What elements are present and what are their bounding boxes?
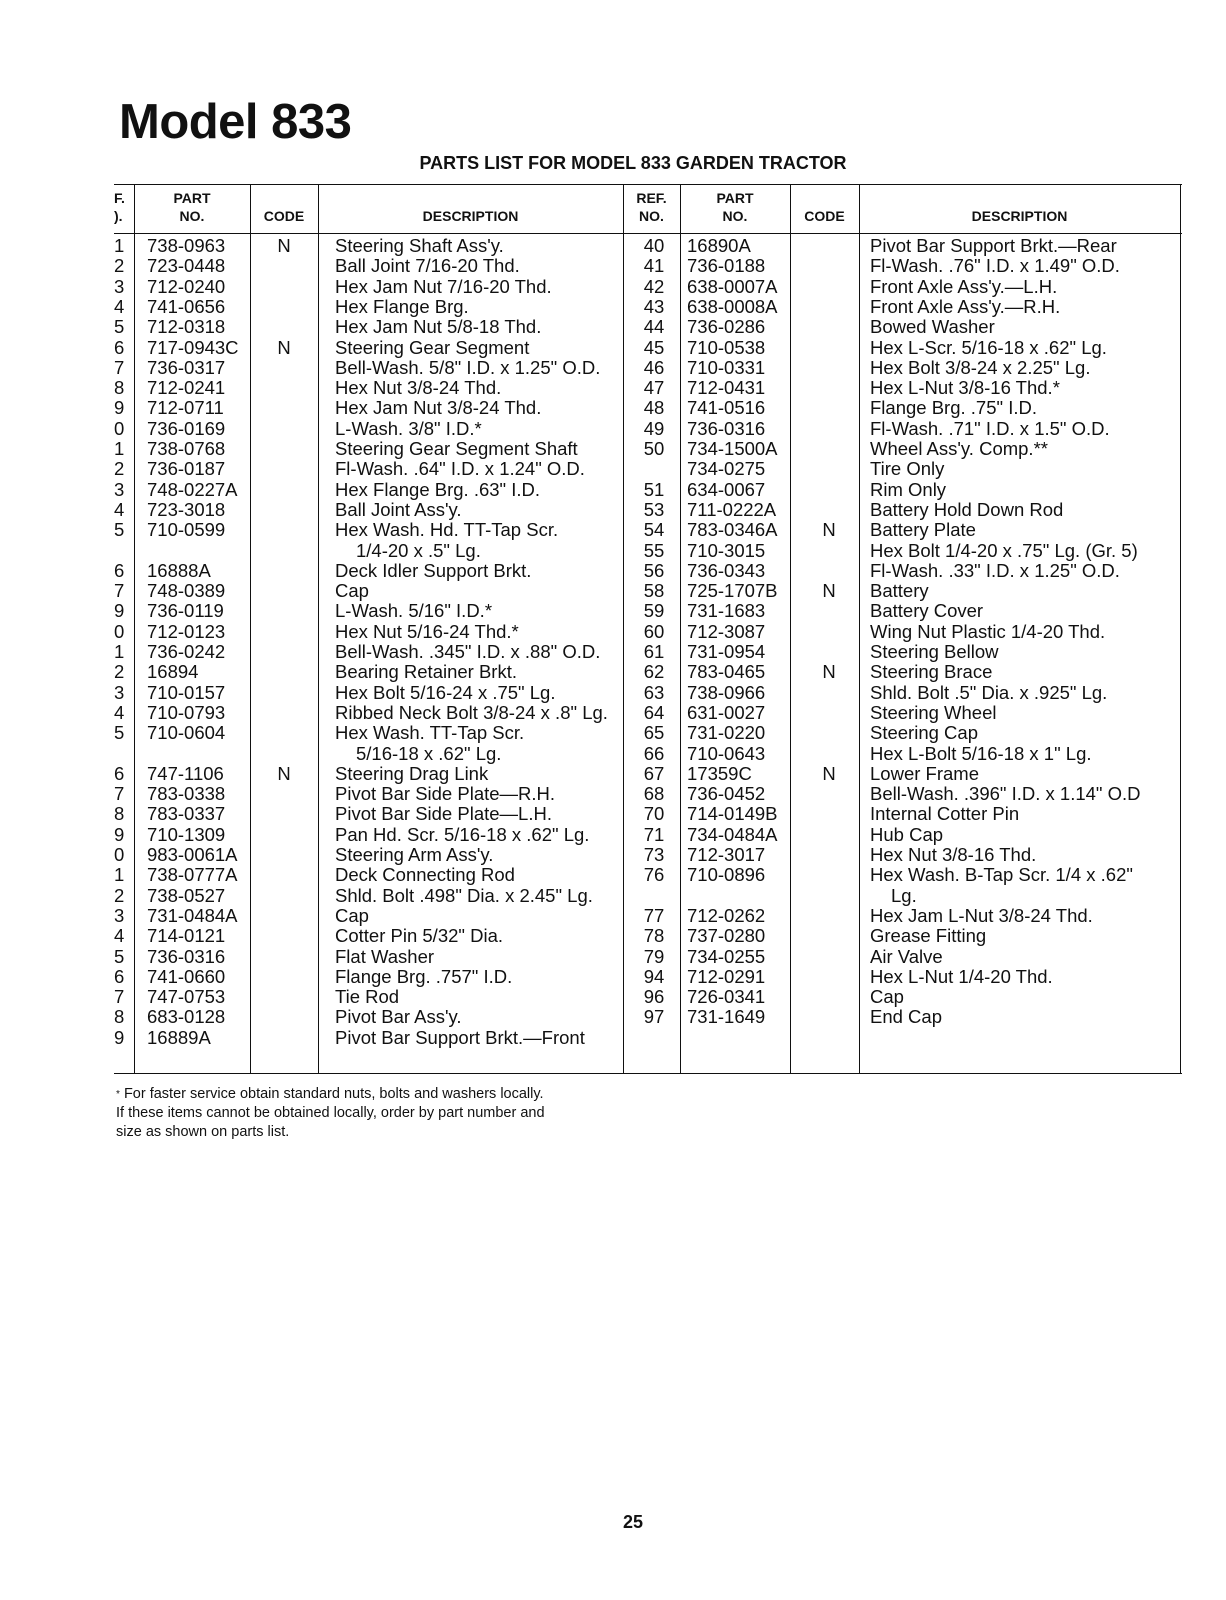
ref-cell: 9: [114, 1026, 125, 1048]
ref-cell: 4: [114, 925, 125, 947]
description-cell: Bell-Wash. .345" I.D. x .88" O.D.: [335, 641, 601, 662]
description-cell: Steering Drag Link: [335, 762, 489, 784]
ref-cell: 64: [643, 701, 665, 723]
description-cell: Shld. Bolt .5" Dia. x .925" Lg.: [870, 681, 1108, 703]
description-cell: Lg.: [891, 884, 917, 906]
table-row: [114, 276, 1182, 297]
part-number-cell: 737-0280: [687, 925, 766, 947]
table-row: [114, 946, 1182, 967]
table-row: [114, 743, 1182, 764]
part-number-cell: 731-1683: [687, 600, 766, 622]
description-cell: Fl-Wash. .33" I.D. x 1.25" O.D.: [870, 559, 1120, 581]
part-number-cell: 741-0656: [147, 295, 226, 317]
part-number-cell: 736-0316: [687, 417, 766, 439]
description-cell: Bearing Retainer Brkt.: [335, 661, 518, 683]
description-cell: Air Valve: [870, 945, 943, 967]
part-number-cell: 710-0538: [687, 336, 766, 358]
description-cell: Lower Frame: [870, 762, 979, 784]
table-row: [114, 905, 1182, 926]
part-number-cell: 714-0121: [147, 925, 226, 947]
header-code-2: CODE: [804, 208, 845, 224]
part-number-cell: 736-0316: [147, 945, 226, 967]
description-cell: Hex Nut 5/16-24 Thd.*: [335, 620, 519, 642]
ref-cell: 3: [114, 478, 125, 500]
ref-cell: 71: [643, 823, 665, 845]
description-cell: End Cap: [870, 1006, 942, 1028]
part-number-cell: 638-0008A: [687, 295, 778, 317]
description-cell: Pan Hd. Scr. 5/16-18 x .62" Lg.: [335, 823, 590, 845]
table-row: [114, 763, 1182, 784]
part-number-cell: 748-0389: [147, 580, 226, 602]
ref-cell: 3: [114, 904, 125, 926]
description-cell: Cap: [870, 986, 904, 1008]
description-cell: Fl-Wash. .76" I.D. x 1.49" O.D.: [870, 255, 1120, 277]
part-number-cell: 714-0149B: [687, 803, 778, 825]
ref-cell: 4: [114, 701, 125, 723]
description-cell: Hex L-Nut 3/8-16 Thd.*: [870, 377, 1060, 399]
description-cell: Hex L-Scr. 5/16-18 x .62" Lg.: [870, 336, 1107, 358]
ref-cell: 43: [643, 295, 665, 317]
description-cell: Rim Only: [870, 478, 947, 500]
ref-cell: 7: [114, 986, 125, 1008]
code-cell: N: [277, 336, 291, 358]
part-number-cell: 731-0954: [687, 641, 766, 662]
code-cell: N: [277, 235, 291, 256]
ref-cell: 96: [643, 986, 665, 1008]
part-number-cell: 16890A: [687, 235, 751, 256]
part-number-cell: 638-0007A: [687, 275, 778, 297]
part-number-cell: 711-0222A: [687, 498, 777, 520]
part-number-cell: 983-0061A: [147, 844, 238, 865]
table-row: [114, 397, 1182, 418]
description-cell: L-Wash. 5/16" I.D.*: [335, 600, 493, 622]
header-description-2: DESCRIPTION: [971, 208, 1068, 224]
ref-cell: 73: [643, 844, 665, 865]
description-cell: 5/16-18 x .62" Lg.: [356, 742, 502, 764]
ref-cell: 1: [114, 641, 125, 662]
ref-cell: 54: [643, 519, 665, 541]
ref-cell: 60: [643, 620, 665, 642]
ref-cell: 67: [643, 762, 665, 784]
part-number-cell: 712-0240: [147, 275, 226, 297]
ref-cell: 8: [114, 1006, 125, 1028]
description-cell: Hex Wash. Hd. TT-Tap Scr.: [335, 519, 559, 541]
description-cell: Shld. Bolt .498" Dia. x 2.45" Lg.: [335, 884, 593, 906]
ref-cell: 55: [643, 539, 665, 561]
ref-cell: 44: [643, 316, 665, 338]
ref-cell: 3: [114, 681, 125, 703]
description-cell: Pivot Bar Side Plate—R.H.: [335, 783, 556, 805]
part-number-cell: 734-0275: [687, 458, 766, 480]
footnote-mark: *: [116, 1089, 120, 1100]
part-number-cell: 16888A: [147, 559, 211, 581]
ref-cell: 3: [114, 275, 125, 297]
description-cell: Pivot Bar Support Brkt.—Rear: [870, 235, 1117, 256]
part-number-cell: 710-3015: [687, 539, 766, 561]
header-ref-no-2: REF. NO.: [636, 190, 667, 224]
part-number-cell: 16889A: [147, 1026, 211, 1048]
table-row: [114, 844, 1182, 865]
description-cell: Steering Shaft Ass'y.: [335, 235, 504, 256]
table-row: [114, 255, 1182, 276]
description-cell: Battery Cover: [870, 600, 984, 622]
part-number-cell: 747-1106: [147, 762, 224, 784]
description-cell: Internal Cotter Pin: [870, 803, 1020, 825]
part-number-cell: 712-0241: [147, 377, 226, 399]
ref-cell: 2: [114, 661, 125, 683]
ref-cell: 4: [114, 295, 125, 317]
description-cell: Battery: [870, 580, 929, 602]
description-cell: Hub Cap: [870, 823, 944, 845]
ref-cell: 76: [643, 864, 665, 886]
header-ref-no: F. ).: [114, 190, 125, 224]
part-number-cell: 736-0242: [147, 641, 226, 662]
ref-cell: 2: [114, 458, 125, 480]
part-number-cell: 783-0338: [147, 783, 226, 805]
ref-cell: 66: [643, 742, 665, 764]
part-number-cell: 736-0187: [147, 458, 226, 480]
table-row: [114, 621, 1182, 642]
ref-cell: 61: [643, 641, 665, 662]
ref-cell: 6: [114, 762, 125, 784]
part-number-cell: 710-0793: [147, 701, 226, 723]
part-number-cell: 734-0484A: [687, 823, 778, 845]
description-cell: Tire Only: [870, 458, 945, 480]
ref-cell: 0: [114, 417, 125, 439]
part-number-cell: 783-0465: [687, 661, 766, 683]
part-number-cell: 738-0777A: [147, 864, 238, 886]
ref-cell: 8: [114, 803, 125, 825]
table-row: [114, 479, 1182, 500]
ref-cell: 5: [114, 722, 125, 744]
description-cell: Battery Plate: [870, 519, 976, 541]
ref-cell: 7: [114, 580, 125, 602]
ref-cell: 68: [643, 783, 665, 805]
description-cell: Hex Bolt 5/16-24 x .75" Lg.: [335, 681, 556, 703]
ref-cell: 51: [643, 478, 665, 500]
description-cell: Tie Rod: [335, 986, 400, 1008]
ref-cell: 62: [643, 661, 665, 683]
description-cell: Hex Nut 3/8-16 Thd.: [870, 844, 1037, 865]
ref-cell: 6: [114, 965, 125, 987]
description-cell: Bowed Washer: [870, 316, 995, 338]
description-cell: Pivot Bar Side Plate—L.H.: [335, 803, 552, 825]
ref-cell: 48: [643, 397, 665, 419]
part-number-cell: 710-1309: [147, 823, 226, 845]
ref-cell: 7: [114, 783, 125, 805]
table-row: [114, 540, 1182, 561]
part-number-cell: 723-0448: [147, 255, 226, 277]
description-cell: Fl-Wash. .64" I.D. x 1.24" O.D.: [335, 458, 585, 480]
description-cell: Hex Nut 3/8-24 Thd.: [335, 377, 502, 399]
table-row: [114, 337, 1182, 358]
table-row: [114, 803, 1182, 824]
parts-table: [114, 184, 1182, 1074]
part-number-cell: 634-0067: [687, 478, 766, 500]
part-number-cell: 738-0963: [147, 235, 226, 256]
table-row: [114, 458, 1182, 479]
part-number-cell: 748-0227A: [147, 478, 238, 500]
description-cell: Steering Brace: [870, 661, 993, 683]
part-number-cell: 712-0318: [147, 316, 226, 338]
ref-cell: 1: [114, 438, 125, 459]
header-description: DESCRIPTION: [422, 208, 519, 224]
description-cell: Fl-Wash. .71" I.D. x 1.5" O.D.: [870, 417, 1110, 439]
part-number-cell: 734-0255: [687, 945, 766, 967]
table-row: [114, 560, 1182, 581]
part-number-cell: 747-0753: [147, 986, 226, 1008]
description-cell: Hex Wash. B-Tap Scr. 1/4 x .62": [870, 864, 1133, 886]
description-cell: Steering Wheel: [870, 701, 997, 723]
ref-cell: 1: [114, 864, 125, 886]
description-cell: Pivot Bar Ass'y.: [335, 1006, 462, 1028]
footnote: * For faster service obtain standard nuts, bolts and washers locally. If these items cannot be obtained locally, order by part number and size as shown on parts list.: [116, 1086, 545, 1140]
part-number-cell: 710-0604: [147, 722, 226, 744]
part-number-cell: 17359C: [687, 762, 752, 784]
table-row: [114, 824, 1182, 845]
part-number-cell: 736-0169: [147, 417, 226, 439]
ref-cell: 7: [114, 356, 125, 378]
description-cell: Hex Jam L-Nut 3/8-24 Thd.: [870, 904, 1093, 926]
part-number-cell: 734-1500A: [687, 438, 778, 459]
part-number-cell: 731-1649: [687, 1006, 766, 1028]
ref-cell: 97: [643, 1006, 665, 1028]
description-cell: Flat Washer: [335, 945, 435, 967]
description-cell: Hex Bolt 1/4-20 x .75" Lg. (Gr. 5): [870, 539, 1138, 561]
part-number-cell: 738-0527: [147, 884, 226, 906]
code-cell: N: [277, 762, 291, 784]
part-number-cell: 710-0331: [687, 356, 766, 378]
description-cell: Ball Joint Ass'y.: [335, 498, 462, 520]
part-number-cell: 736-0452: [687, 783, 766, 805]
ref-cell: 56: [643, 559, 665, 581]
part-number-cell: 736-0343: [687, 559, 766, 581]
ref-cell: 46: [643, 356, 665, 378]
part-number-cell: 16894: [147, 661, 199, 683]
description-cell: Cotter Pin 5/32" Dia.: [335, 925, 504, 947]
description-cell: Front Axle Ass'y.—L.H.: [870, 275, 1058, 297]
description-cell: Hex Flange Brg.: [335, 295, 469, 317]
part-number-cell: 726-0341: [687, 986, 766, 1008]
ref-cell: 1: [114, 235, 125, 256]
code-cell: N: [822, 762, 836, 784]
ref-cell: 50: [643, 438, 665, 459]
part-number-cell: 723-3018: [147, 498, 226, 520]
description-cell: Wheel Ass'y. Comp.**: [870, 438, 1048, 459]
table-row: [114, 296, 1182, 317]
part-number-cell: 736-0119: [147, 600, 224, 622]
description-cell: Hex Jam Nut 3/8-24 Thd.: [335, 397, 542, 419]
description-cell: L-Wash. 3/8" I.D.*: [335, 417, 482, 439]
part-number-cell: 712-0123: [147, 620, 226, 642]
ref-cell: 79: [643, 945, 665, 967]
table-row: [114, 1027, 1182, 1048]
ref-cell: 94: [643, 965, 665, 987]
part-number-cell: 738-0768: [147, 438, 226, 459]
part-number-cell: 631-0027: [687, 701, 766, 723]
part-number-cell: 710-0643: [687, 742, 766, 764]
description-cell: Bell-Wash. .396" I.D. x 1.14" O.D: [870, 783, 1141, 805]
ref-cell: 8: [114, 377, 125, 399]
table-row: [114, 966, 1182, 987]
table-row: [114, 885, 1182, 906]
description-cell: Steering Arm Ass'y.: [335, 844, 494, 865]
part-number-cell: 717-0943C: [147, 336, 239, 358]
part-number-cell: 710-0896: [687, 864, 766, 886]
ref-cell: 6: [114, 559, 125, 581]
part-number-cell: 712-0291: [687, 965, 766, 987]
part-number-cell: 736-0317: [147, 356, 226, 378]
description-cell: Steering Cap: [870, 722, 978, 744]
part-number-cell: 712-3087: [687, 620, 766, 642]
page-title: Model 833: [119, 95, 352, 149]
ref-cell: 5: [114, 945, 125, 967]
description-cell: Hex Flange Brg. .63" I.D.: [335, 478, 541, 500]
ref-cell: 49: [643, 417, 665, 439]
table-row: [114, 702, 1182, 723]
header-divider: [114, 233, 1182, 234]
ref-cell: 0: [114, 620, 125, 642]
description-cell: Steering Gear Segment Shaft: [335, 438, 578, 459]
description-cell: 1/4-20 x .5" Lg.: [356, 539, 481, 561]
description-cell: Flange Brg. .75" I.D.: [870, 397, 1037, 419]
part-number-cell: 712-3017: [687, 844, 766, 865]
ref-cell: 9: [114, 823, 125, 845]
description-cell: Hex L-Bolt 5/16-18 x 1" Lg.: [870, 742, 1092, 764]
table-row: [114, 438, 1182, 459]
table-row: [114, 925, 1182, 946]
ref-cell: 78: [643, 925, 665, 947]
part-number-cell: 738-0966: [687, 681, 766, 703]
table-row: [114, 986, 1182, 1007]
part-number-cell: 710-0157: [147, 681, 226, 703]
description-cell: Battery Hold Down Rod: [870, 498, 1064, 520]
table-row: [114, 682, 1182, 703]
header-part-no-2: PART NO.: [716, 190, 754, 224]
ref-cell: 65: [643, 722, 665, 744]
part-number-cell: 725-1707B: [687, 580, 778, 602]
ref-cell: 59: [643, 600, 665, 622]
part-number-cell: 783-0337: [147, 803, 226, 825]
parts-list-heading: PARTS LIST FOR MODEL 833 GARDEN TRACTOR: [419, 153, 847, 173]
table-row: [114, 357, 1182, 378]
description-cell: Ribbed Neck Bolt 3/8-24 x .8" Lg.: [335, 701, 608, 723]
description-cell: Hex Jam Nut 5/8-18 Thd.: [335, 316, 542, 338]
code-cell: N: [822, 661, 836, 683]
table-row: [114, 864, 1182, 885]
description-cell: Cap: [335, 904, 369, 926]
part-number-cell: 710-0599: [147, 519, 226, 541]
table-row: [114, 519, 1182, 540]
ref-cell: 6: [114, 336, 125, 358]
description-cell: Grease Fitting: [870, 925, 987, 947]
part-number-cell: 736-0188: [687, 255, 766, 277]
table-row: [114, 316, 1182, 337]
ref-cell: 0: [114, 844, 125, 865]
table-row: [114, 235, 1182, 256]
description-cell: Deck Idler Support Brkt.: [335, 559, 532, 581]
part-number-cell: 731-0484A: [147, 904, 238, 926]
ref-cell: 9: [114, 600, 125, 622]
table-row: [114, 661, 1182, 682]
header-code: CODE: [263, 208, 305, 224]
part-number-cell: 712-0711: [147, 397, 224, 419]
part-number-cell: 712-0431: [687, 377, 766, 399]
part-number-cell: 783-0346A: [687, 519, 778, 541]
description-cell: Cap: [335, 580, 369, 602]
description-cell: Ball Joint 7/16-20 Thd.: [335, 255, 520, 277]
description-cell: Steering Gear Segment: [335, 336, 530, 358]
table-row: [114, 580, 1182, 601]
description-cell: Hex L-Nut 1/4-20 Thd.: [870, 965, 1053, 987]
table-row: [114, 1006, 1182, 1027]
table-row: [114, 377, 1182, 398]
part-number-cell: 731-0220: [687, 722, 766, 744]
part-number-cell: 683-0128: [147, 1006, 226, 1028]
ref-cell: 4: [114, 498, 125, 520]
code-cell: N: [822, 580, 836, 602]
ref-cell: 42: [643, 275, 665, 297]
description-cell: Front Axle Ass'y.—R.H.: [870, 295, 1061, 317]
table-row: [114, 418, 1182, 439]
ref-cell: 9: [114, 397, 125, 419]
part-number-cell: 741-0660: [147, 965, 226, 987]
table-row: [114, 722, 1182, 743]
page-number: 25: [622, 1512, 644, 1532]
ref-cell: 70: [643, 803, 665, 825]
description-cell: Hex Jam Nut 7/16-20 Thd.: [335, 275, 552, 297]
description-cell: Bell-Wash. 5/8" I.D. x 1.25" O.D.: [335, 356, 601, 378]
ref-cell: 2: [114, 255, 125, 277]
table-row: [114, 783, 1182, 804]
table-row: [114, 499, 1182, 520]
ref-cell: 58: [643, 580, 665, 602]
ref-cell: 63: [643, 681, 665, 703]
table-row: [114, 600, 1182, 621]
ref-cell: 40: [643, 235, 665, 256]
code-cell: N: [822, 519, 836, 541]
description-cell: Wing Nut Plastic 1/4-20 Thd.: [870, 620, 1106, 642]
header-part-no: PART NO.: [173, 190, 211, 224]
description-cell: Steering Bellow: [870, 641, 999, 662]
part-number-cell: 736-0286: [687, 316, 766, 338]
ref-cell: 5: [114, 519, 125, 541]
ref-cell: 45: [643, 336, 665, 358]
description-cell: Flange Brg. .757" I.D.: [335, 965, 513, 987]
part-number-cell: 741-0516: [687, 397, 766, 419]
ref-cell: 53: [643, 498, 665, 520]
ref-cell: 77: [643, 904, 665, 926]
ref-cell: 2: [114, 884, 125, 906]
description-cell: Deck Connecting Rod: [335, 864, 515, 886]
description-cell: Hex Bolt 3/8-24 x 2.25" Lg.: [870, 356, 1091, 378]
ref-cell: 5: [114, 316, 125, 338]
ref-cell: 41: [643, 255, 665, 277]
description-cell: Pivot Bar Support Brkt.—Front: [335, 1026, 585, 1048]
ref-cell: 47: [643, 377, 665, 399]
part-number-cell: 712-0262: [687, 904, 766, 926]
description-cell: Hex Wash. TT-Tap Scr.: [335, 722, 525, 744]
table-row: [114, 641, 1182, 662]
